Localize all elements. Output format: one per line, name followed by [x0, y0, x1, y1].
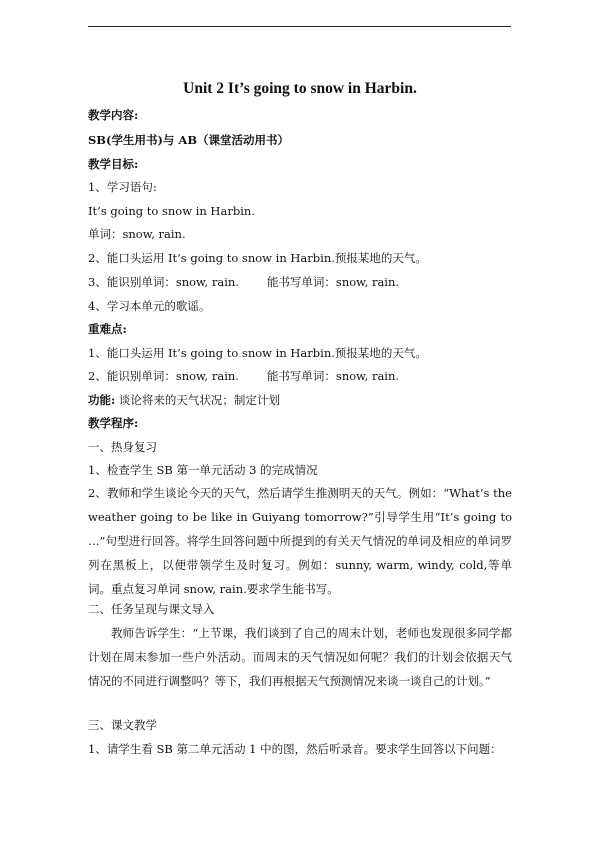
goal-3-write: 能书写单词：snow, rain.	[266, 275, 400, 289]
text-teaching-step-1: 1、请学生看 SB 第二单元活动 1 中的图，然后听录音。要求学生回答以下问题：	[88, 742, 502, 756]
section-warmup: 一、热身复习	[88, 440, 157, 454]
materials-line: SB(学生用书)与 AB（课堂活动用书）	[88, 133, 290, 147]
warmup-step-2-paragraph: 2、教师和学生谈论今天的天气，然后请学生推测明天的天气。例如：“What’s the weather going to be like in Guiyang tomorrow?”引导学生用“It’s going to …”句型进行回答。将学生回答问题中所提到的有关天气情况的单词及相应的单词罗列在黑板上，以便带领学生及时复习。例如：sunny, warm, windy, cold,等单词。重点复习单词 snow, rain.要求学生能书写。	[88, 486, 512, 596]
warmup-step-1: 1、检查学生 SB 第一单元活动 3 的完成情况	[88, 463, 318, 477]
header-rule	[88, 26, 511, 27]
page-title: Unit 2 It’s going to snow in Harbin.	[183, 80, 417, 97]
section-text-teaching: 三、课文教学	[88, 718, 157, 732]
goal-3-recognize: 3、能识别单词：snow, rain.	[88, 275, 239, 289]
procedure-heading: 教学程序:	[88, 416, 139, 430]
goal-1-words: 单词：snow, rain.	[88, 227, 186, 241]
section-task-presentation: 二、任务呈现与课文导入	[88, 602, 215, 616]
goal-4: 4、学习本单元的歌谣。	[88, 299, 211, 313]
goal-1: 1、学习语句:	[88, 180, 157, 194]
function-line	[88, 391, 280, 409]
key-point-1: 1、能口头运用 It’s going to snow in Harbin.预报某地的天气。	[88, 346, 427, 360]
teacher-instruction-paragraph: 教师告诉学生：“上节课，我们谈到了自己的周末计划，老师也发现很多同学都计划在周末参加一些户外活动。而周末的天气情况如何呢？我们的计划会依据天气情况的不同进行调整吗？等下，我们再根据天气预测情况来谈一谈自己的计划。”	[88, 626, 512, 688]
key-point-2	[88, 367, 399, 385]
goal-1-sentence: It’s going to snow in Harbin.	[88, 204, 255, 218]
goal-3	[88, 273, 399, 291]
key-points-heading: 重难点:	[88, 322, 127, 336]
goal-2: 2、能口头运用 It’s going to snow in Harbin.预报某地的天气。	[88, 251, 427, 265]
function-text: 谈论将来的天气状况；制定计划	[118, 393, 280, 407]
function-label: 功能:	[88, 393, 116, 407]
key-point-2-write: 能书写单词：snow, rain.	[266, 369, 400, 383]
key-point-2-recognize: 2、能识别单词：snow, rain.	[88, 369, 239, 383]
content-heading: 教学内容:	[88, 108, 139, 122]
goals-heading: 教学目标:	[88, 157, 139, 171]
